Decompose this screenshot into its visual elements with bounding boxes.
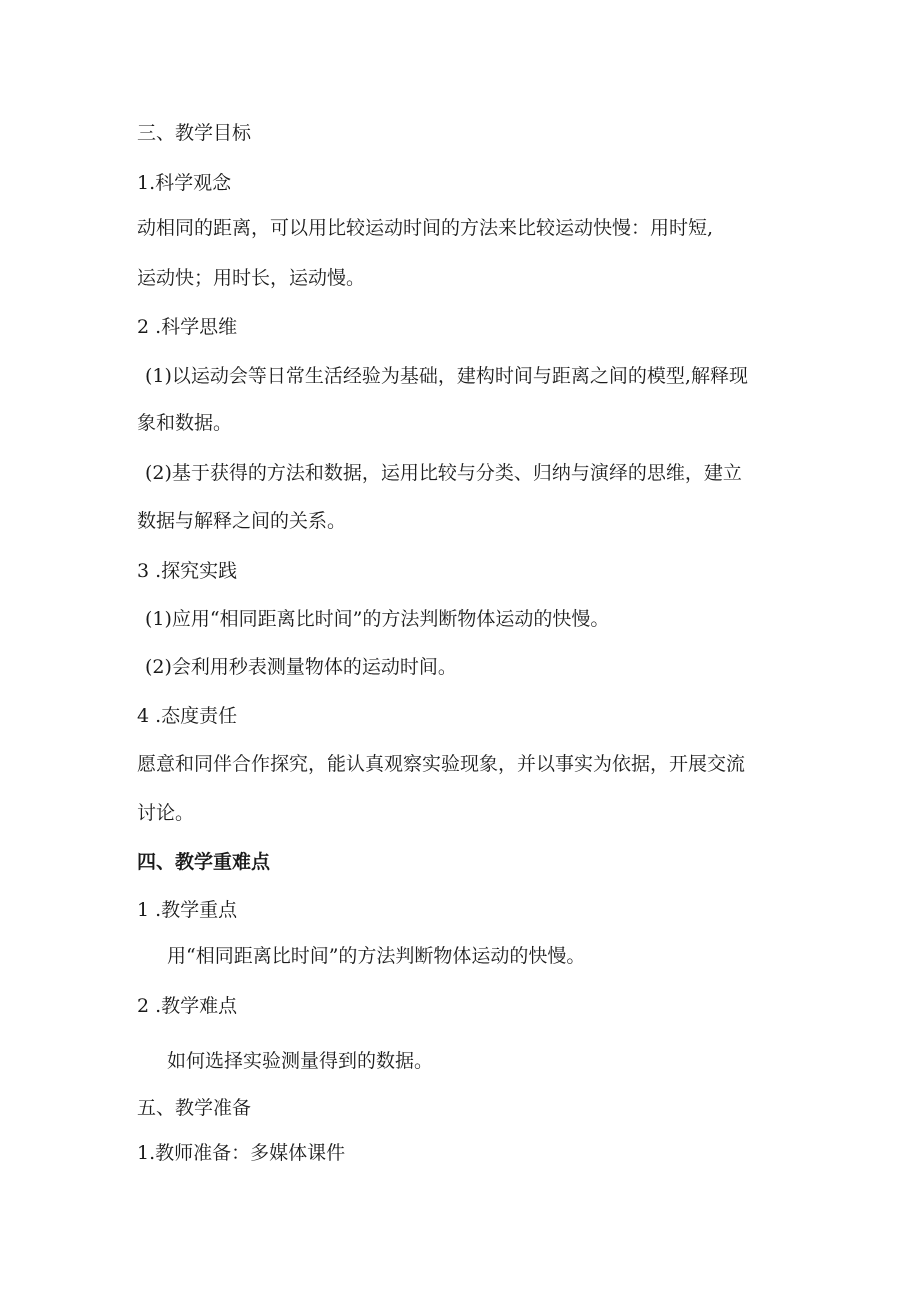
section3-item1-text-line2: 运动快；用时长，运动慢。 [137,267,366,289]
section4-item1-text: 用“相同距离比时间”的方法判断物体运动的快慢。 [167,945,586,967]
section3-item2-p1-line1: (1)以运动会等日常生活经验为基础，建构时间与距离之间的模型,解释现 [145,365,748,387]
section3-item2-title: 2 .科学思维 [137,316,238,338]
section4-heading: 四、教学重难点 [137,851,271,873]
section4-item2-title: 2 .教学难点 [137,995,238,1017]
section3-item4-text-line2: 讨论。 [137,802,195,824]
section3-item2-p2-line2: 数据与解释之间的关系。 [137,510,347,532]
section3-item3-title: 3 .探究实践 [137,560,238,582]
section3-item2-p1-line2: 象和数据。 [137,412,233,434]
section3-item1-title: 1.科学观念 [137,172,232,194]
section3-item1-text-line1: 动相同的距离，可以用比较运动时间的方法来比较运动快慢：用时短, [137,217,714,239]
section3-item4-text-line1: 愿意和同伴合作探究，能认真观察实验现象，并以事实为依据，开展交流 [137,753,746,775]
section4-item1-title: 1 .教学重点 [137,899,238,921]
section3-heading: 三、教学目标 [137,122,252,144]
section3-item3-p1: (1)应用“相同距离比时间”的方法判断物体运动的快慢。 [145,608,610,630]
section5-heading: 五、教学准备 [137,1097,252,1119]
section3-item4-title: 4 .态度责任 [137,705,238,727]
section3-item2-p2-line1: (2)基于获得的方法和数据，运用比较与分类、归纳与演绎的思维，建立 [145,462,742,484]
section3-item3-p2: (2)会利用秒表测量物体的运动时间。 [145,656,457,678]
section4-item2-text: 如何选择实验测量得到的数据。 [167,1050,434,1072]
section5-item1: 1.教师准备：多媒体课件 [137,1142,346,1164]
